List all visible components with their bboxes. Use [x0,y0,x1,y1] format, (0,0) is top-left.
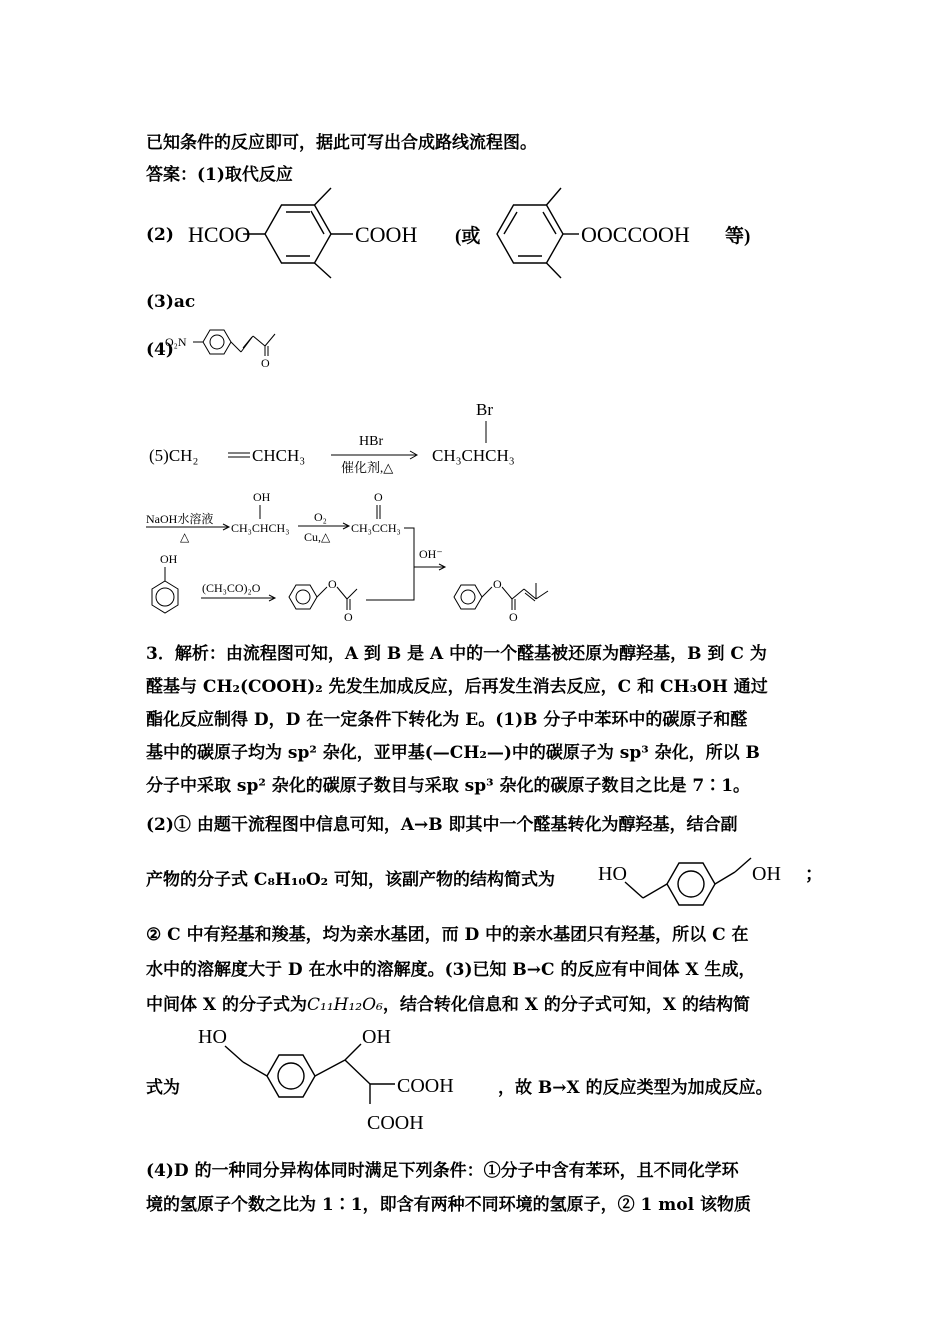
text-line: ② C 中有羟基和羧基，均为亲水基团，而 D 中的亲水基团只有羟基，所以 C 在 [146,925,749,945]
benzene-ring [289,585,317,609]
or-label: (或 [455,226,481,247]
semicolon: ； [805,864,823,884]
benzene-ring [203,330,231,354]
byproduct-structure [595,840,825,900]
chchch3-label: CHCH₃ [252,446,306,465]
intermediate-x-structure [195,1022,495,1137]
formula-c11h12o6: C₁₁H₁₂O₆ [307,995,383,1015]
benzene-ring [497,205,563,263]
answer-line [146,160,293,185]
benzene-ring [265,205,331,263]
text-line: ，故 B→X 的反应类型为加成反应。 [498,1078,773,1098]
oh-minus-label: OH⁻ [419,547,443,561]
answer-4-structure [165,318,305,373]
oh-label-1: OH [253,490,271,504]
cooh-label: COOH [355,222,418,247]
text-line: 境的氢原子个数之比为 1∶1，即含有两种不同环境的氢原子，② 1 mol 该物质 [146,1195,751,1215]
oh-label-4: OH [362,1026,391,1048]
o-label-5: O [493,577,502,591]
text-line [146,990,750,1015]
answer-3: (3)ac [146,292,196,312]
oh-label-3: OH [752,863,781,885]
hbr-label: HBr [359,434,384,449]
ch3chch3-label-2: CH₃CHCH₃ [231,521,290,535]
s5-start: (5)CH₂ [149,446,199,465]
benzene-ring [454,585,482,609]
text-span: 中间体 X 的分子式为 [146,995,308,1015]
hcoo-label: HCOO [188,222,251,247]
text-line: 已知条件的反应即可，据此可写出合成路线流程图。 [146,133,537,153]
cooh-label-2: COOH [397,1075,454,1097]
ch3chch3-label: CH₃CHCH₃ [432,446,515,465]
text-span: ，结合转化信息和 X 的分子式可知，X 的结构简 [382,995,751,1015]
ac2o-label: (CH₃CO)₂O [202,581,261,595]
text-line: (2)① 由题干流程图中信息可知，A→B 即其中一个醛基转化为醇羟基，结合副 [146,815,738,835]
etc-label: 等) [725,226,751,247]
cooh-label-3: COOH [367,1112,424,1134]
answer-2-structures [185,188,785,283]
o2n-label: O₂N [165,335,187,349]
text-line: 水中的溶解度大于 D 在水中的溶解度。(3)已知 B→C 的反应有中间体 X 生成， [146,960,756,980]
answer-4-label: (4) [146,340,174,360]
o-label-3: O [328,577,337,591]
heat-label: △ [180,530,190,544]
text-line: 3．解析：由流程图可知，A 到 B 是 A 中的一个醛基被还原为醇羟基，B 到 C 为 [146,644,767,664]
o2-label: O₂ [314,510,327,524]
benzene-ring [667,863,715,905]
oh-label-2: OH [160,552,178,566]
ho-label: HO [598,863,627,885]
ooccooh-label: OOCCOOH [581,222,690,247]
benzene-ring [267,1055,315,1097]
o-label-2: O [374,490,383,504]
text-line: 分子中采取 sp² 杂化的碳原子数目与采取 sp³ 杂化的碳原子数目之比是 7∶1。 [146,776,751,796]
answer-2-label: (2) [146,225,174,245]
naoh-label: NaOH水溶液 [146,512,214,526]
answer-label: 答案： [146,165,197,185]
ho-label-2: HO [198,1026,227,1048]
text-line: 酯化反应制得 D，D 在一定条件下转化为 E。(1)B 分子中苯环中的碳原子和醛 [146,710,748,730]
br-label: Br [476,400,493,419]
text-line: 基中的碳原子均为 sp² 杂化，亚甲基(—CH₂—)中的碳原子为 sp³ 杂化，所以 B [146,743,760,763]
synthesis-route [146,395,576,625]
cat-heat-label: 催化剂,△ [341,460,394,475]
o-label-4: O [344,610,353,624]
text-line: (4)D 的一种同分异构体同时满足下列条件：①分子中含有苯环，且不同化学环 [146,1161,739,1181]
o-label: O [261,356,270,370]
ch3cch3-label: CH₃CCH₃ [351,521,401,535]
text-line: 醛基与 CH₂(COOH)₂ 先发生加成反应，后再发生消去反应，C 和 CH₃OH 通过 [146,677,768,697]
text-line: 式为 [146,1078,180,1098]
text-line: 产物的分子式 C₈H₁₀O₂ 可知，该副产物的结构简式为 [146,870,556,890]
o-label-6: O [509,610,518,624]
answer-1: (1)取代反应 [197,165,293,185]
cu-heat-label: Cu,△ [304,530,331,544]
